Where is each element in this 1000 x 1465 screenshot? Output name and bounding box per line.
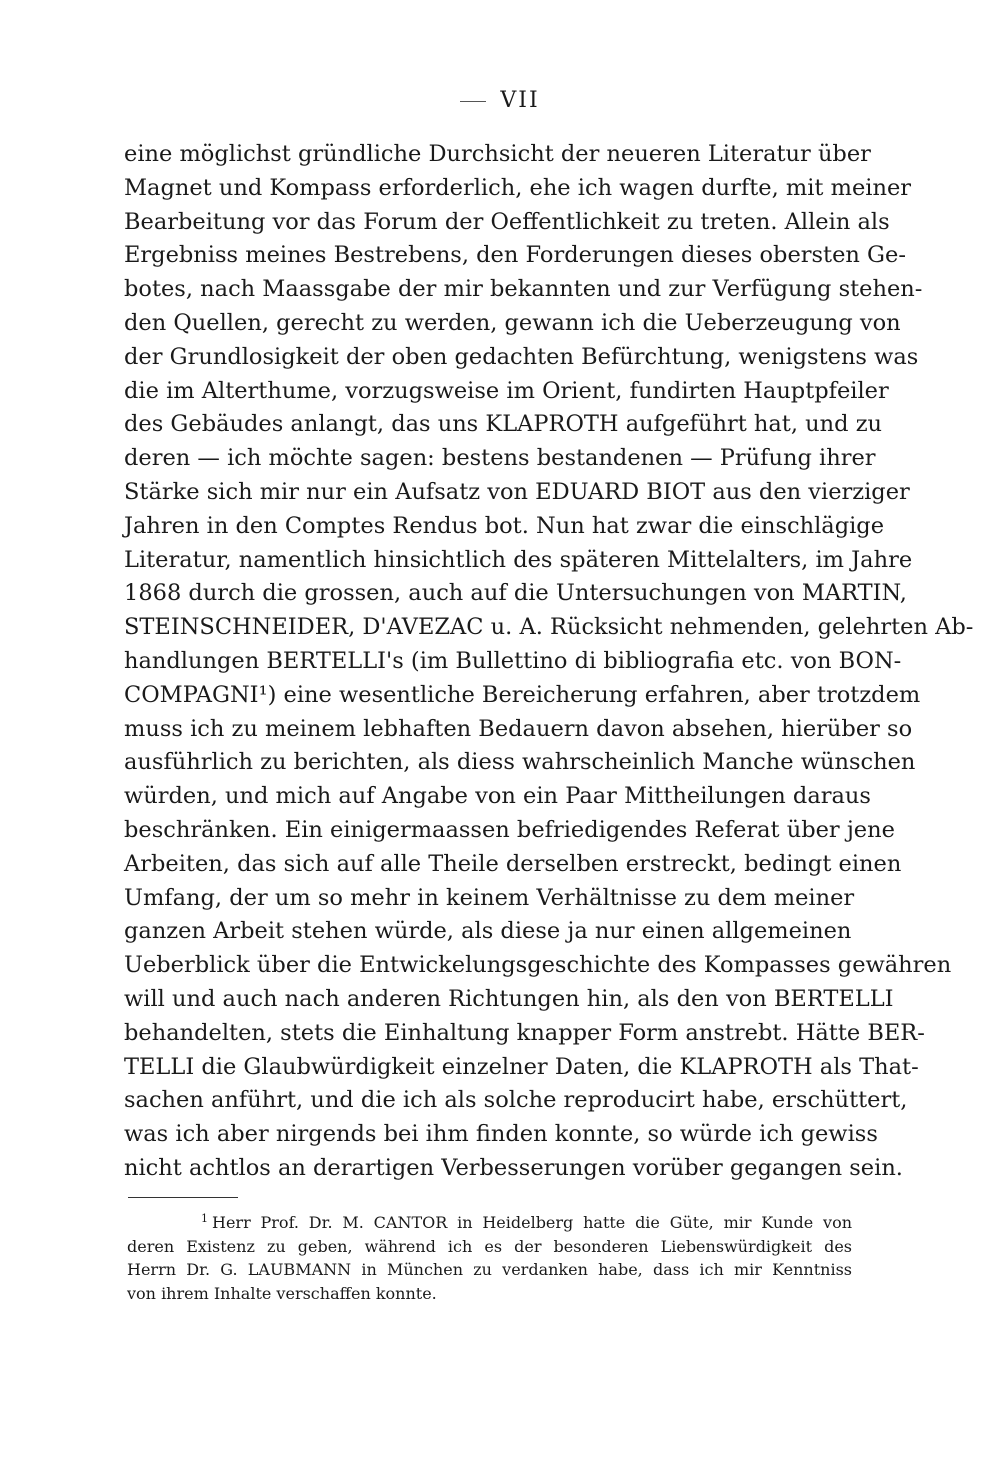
text-line: TELLI die Glaubwürdigkeit einzelner Daten, die KLAPROTH als That- [124, 1053, 919, 1080]
text-line: handlungen BERTELLI's (im Bullettino di bibliografia etc. von BON- [124, 647, 902, 674]
text-line: die im Alterthume, vorzugsweise im Orient, fundirten Hauptpfeiler [124, 377, 889, 404]
text-line: Jahren in den Comptes Rendus bot. Nun hat zwar die einschlägige [124, 512, 885, 539]
footnote-line: von ihrem Inhalte verschaffen konnte. [127, 1283, 437, 1303]
text-line: der Grundlosigkeit der oben gedachten Befürchtung, wenigstens was [124, 343, 919, 370]
text-line: will und auch nach anderen Richtungen hin, als den von BERTELLI [124, 985, 894, 1012]
text-line: COMPAGNI¹) eine wesentliche Bereicherung erfahren, aber trotzdem [124, 681, 921, 708]
footnote-line: Herrn Dr. G. LAUBMANN in München zu verdanken habe, dass ich mir Kenntniss [127, 1260, 852, 1279]
text-line: Ueberblick über die Entwickelungsgeschichte des Kompasses gewähren [124, 952, 952, 979]
text-line: ausführlich zu berichten, als diess wahrscheinlich Manche wünschen [124, 749, 916, 776]
text-line: des Gebäudes anlangt, das uns KLAPROTH aufgeführt hat, und zu [124, 411, 883, 438]
header-dash [460, 101, 486, 102]
text-line: eine möglichst gründliche Durchsicht der neueren Literatur über [124, 141, 871, 167]
text-line: was ich aber nirgends bei ihm finden konnte, so würde ich gewiss [124, 1121, 878, 1148]
text-line: behandelten, stets die Einhaltung knapper Form anstrebt. Hätte BER- [124, 1019, 925, 1046]
text-line: beschränken. Ein einigermaassen befriedigendes Referat über jene [124, 816, 895, 843]
text-line: 1868 durch die grossen, auch auf die Untersuchungen von MARTIN, [124, 580, 907, 607]
text-line: deren — ich möchte sagen: bestens bestandenen — Prüfung ihrer [124, 445, 876, 472]
text-line: Bearbeitung vor das Forum der Oeffentlichkeit zu treten. Allein als [124, 208, 890, 235]
text-line: Stärke sich mir nur ein Aufsatz von EDUARD BIOT aus den vierziger [124, 478, 910, 505]
text-line: sachen anführt, und die ich als solche reproducirt habe, erschüttert, [124, 1087, 908, 1114]
text-line: Magnet und Kompass erforderlich, ehe ich wagen durfte, mit meiner [124, 174, 912, 201]
text-line: Umfang, der um so mehr in keinem Verhältnisse zu dem meiner [124, 884, 855, 911]
text-line: würden, und mich auf Angabe von ein Paar Mittheilungen daraus [124, 783, 871, 810]
page-number: VII [500, 88, 540, 113]
footnote-marker: 1 [201, 1211, 208, 1225]
text-line: ganzen Arbeit stehen würde, als diese ja nur einen allgemeinen [124, 918, 852, 945]
text-line: den Quellen, gerecht zu werden, gewann ich die Ueberzeugung von [124, 309, 901, 336]
footnote-rule [128, 1197, 238, 1198]
footnote-line: deren Existenz zu geben, während ich es der besonderen Liebenswürdigkeit des [127, 1236, 852, 1256]
page-header [0, 88, 1000, 113]
text-line: Literatur, namentlich hinsichtlich des späteren Mittelalters, im Jahre [124, 546, 913, 573]
footnote [127, 1211, 852, 1305]
text-line: Arbeiten, das sich auf alle Theile derselben erstreckt, bedingt einen [124, 850, 902, 877]
text-line: nicht achtlos an derartigen Verbesserungen vorüber gegangen sein. [124, 1154, 903, 1181]
body-text [124, 138, 974, 1186]
text-line: STEINSCHNEIDER, D'AVEZAC u. A. Rücksicht nehmenden, gelehrten Ab- [124, 614, 974, 641]
text-line: botes, nach Maassgabe der mir bekannten und zur Verfügung stehen- [124, 276, 923, 303]
text-line: Ergebniss meines Bestrebens, den Forderungen dieses obersten Ge- [124, 242, 906, 269]
text-line: muss ich zu meinem lebhaften Bedauern davon absehen, hierüber so [124, 715, 913, 742]
footnote-line [127, 1211, 852, 1235]
footnote-text: Herr Prof. Dr. M. CANTOR in Heidelberg hatte die Güte, mir Kunde von [212, 1213, 852, 1232]
